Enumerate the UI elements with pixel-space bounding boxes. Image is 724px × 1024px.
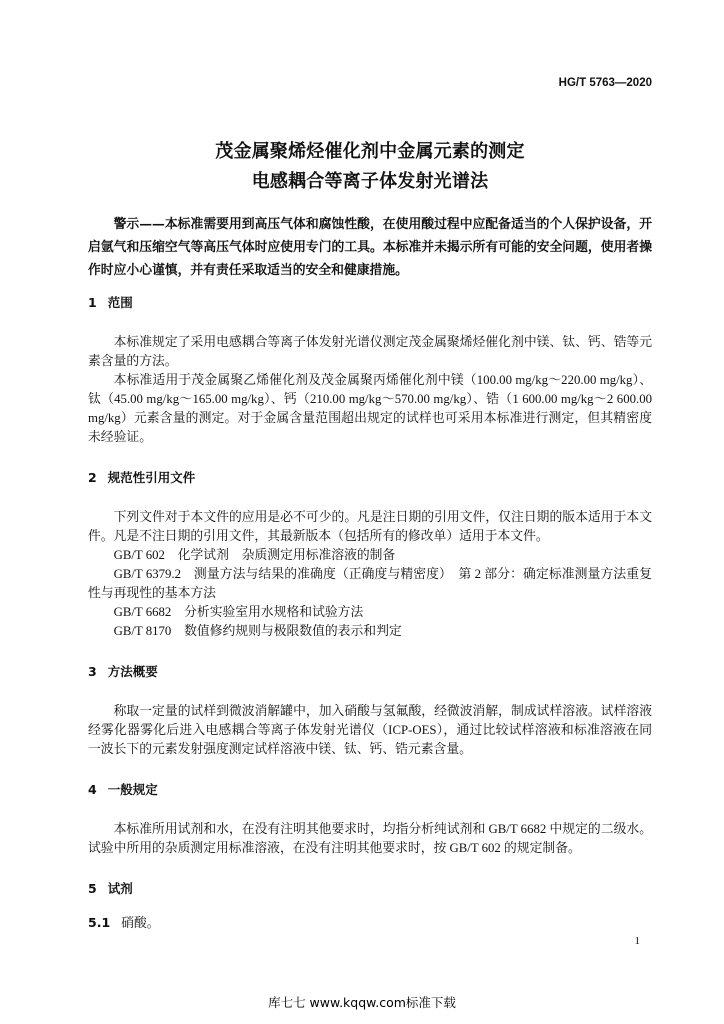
section-number: 3: [88, 664, 97, 679]
section-title: 范围: [107, 295, 133, 310]
section-heading: [88, 662, 652, 681]
warning-paragraph: 警示——本标准需要用到高压气体和腐蚀性酸，在使用酸过程中应配备适当的个人保护设备，开启氩气和压缩空气等高压气体时应使用专门的工具。本标准并未揭示所有可能的安全问题，使用者操作时应小心谨慎，并有责任采取适当的安全和健康措施。: [88, 217, 652, 278]
paragraph: 本标准所用试剂和水，在没有注明其他要求时，均指分析纯试剂和 GB/T 6682 中规定的二级水。试验中所用的杂质测定用标准溶液，在没有注明其他要求时，按 GB/T 602 的规定制备。: [88, 822, 652, 855]
section-title: 方法概要: [107, 664, 158, 679]
document-title: [88, 137, 652, 197]
section-heading: [88, 879, 652, 898]
standard-number: HG/T 5763—2020: [558, 77, 652, 89]
title-line-1: 茂金属聚烯烃催化剂中金属元素的测定: [215, 141, 525, 162]
footer-watermark: 库七七 www.kqqw.com标准下载: [268, 995, 456, 1010]
reference-item: [88, 603, 652, 622]
clause-number: 5.1: [88, 915, 111, 930]
section-heading: [88, 293, 652, 312]
reference-code: GB/T 6682: [113, 605, 172, 619]
reference-title: 测量方法与结果的准确度（正确度与精密度） 第 2 部分：确定标准测量方法重复性与再现性的基本方法: [88, 567, 652, 600]
clause-item: [88, 913, 652, 933]
section-scope: [88, 293, 652, 447]
reference-item: [88, 565, 652, 603]
title-line-2: 电感耦合等离子体发射光谱法: [251, 171, 489, 192]
paragraph: 称取一定量的试样到微波消解罐中，加入硝酸与氢氟酸，经微波消解，制成试样溶液。试样溶液经雾化器雾化后进入电感耦合等离子体发射光谱仪（ICP-OES），通过比较试样溶液和标准溶液在同一波长下的元素发射强度测定试样溶液中镁、钛、钙、锆元素含量。: [88, 704, 652, 756]
reference-item: [88, 546, 652, 565]
reference-code: GB/T 602: [113, 548, 165, 562]
clause-text: 硝酸。: [121, 916, 160, 930]
section-number: 2: [88, 470, 97, 485]
reference-code: GB/T 8170: [113, 624, 172, 638]
section-heading: [88, 780, 652, 799]
reference-title: 数值修约规则与极限数值的表示和判定: [184, 624, 402, 638]
document-body: [88, 137, 652, 933]
section-number: 1: [88, 295, 97, 310]
paragraph: 本标准规定了采用电感耦合等离子体发射光谱仪测定茂金属聚烯烃催化剂中镁、钛、钙、锆等元素含量的方法。: [88, 335, 652, 368]
reference-item: [88, 622, 652, 641]
section-title: 试剂: [107, 881, 133, 896]
reference-title: 分析实验室用水规格和试验方法: [184, 605, 364, 619]
section-title: 规范性引用文件: [107, 470, 196, 485]
reference-title: 化学试剂 杂质测定用标准溶液的制备: [177, 548, 396, 562]
page-number: 1: [634, 935, 640, 947]
section-heading: [88, 468, 652, 487]
section-general-provisions: [88, 780, 652, 858]
section-number: 4: [88, 782, 97, 797]
section-normative-references: [88, 468, 652, 641]
section-number: 5: [88, 881, 97, 896]
section-title: 一般规定: [107, 782, 158, 797]
section-reagents: [88, 879, 652, 933]
paragraph: 本标准适用于茂金属聚乙烯催化剂及茂金属聚丙烯催化剂中镁（100.00 mg/kg～220.00 mg/kg）、钛（45.00 mg/kg～165.00 mg/kg）、钙（210.00 mg/kg～570.00 mg/kg）、锆（1 600.00 mg/kg～2 600.00 mg/kg）元素含量的测定。对于金属含量范围超出规定的试样也可采用本标准进行测定，但其精密度未经验证。: [88, 373, 652, 444]
reference-code: GB/T 6379.2: [113, 567, 182, 581]
paragraph: 下列文件对于本文件的应用是必不可少的。凡是注日期的引用文件，仅注日期的版本适用于本文件。凡是不注日期的引用文件，其最新版本（包括所有的修改单）适用于本文件。: [88, 510, 652, 543]
section-method-summary: [88, 662, 652, 759]
